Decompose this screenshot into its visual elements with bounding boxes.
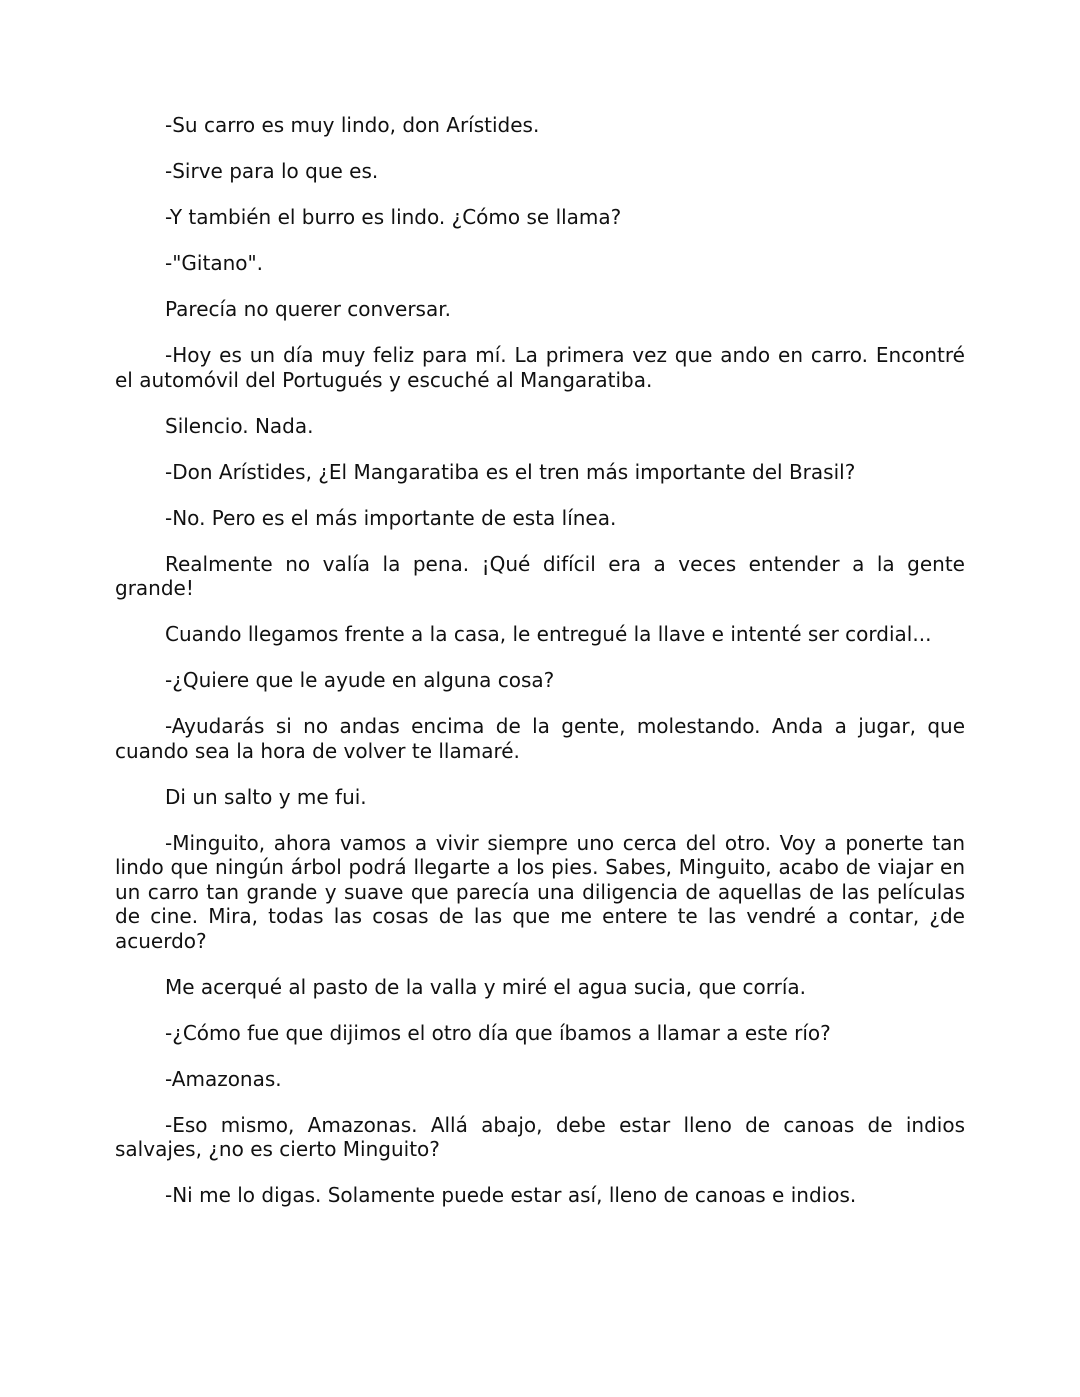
paragraph: -¿Quiere que le ayude en alguna cosa? bbox=[165, 668, 555, 692]
paragraph: -No. Pero es el más importante de esta línea. bbox=[165, 505, 617, 530]
paragraph: -Ayudarás si no andas encima de la gente, molestando. Anda a jugar, que cuando sea la hora de volver te llamaré. bbox=[115, 714, 965, 763]
paragraph: -Minguito, ahora vamos a vivir siempre uno cerca del otro. Voy a ponerte tan lindo que ningún árbol podrá llegarte a los pies. Sabes, Minguito, acabo de viajar en un carro tan grande y suave que parecía una diligencia de aquellas de las películas de cine. Mira, todas las cosas de las que me entere te las vendré a contar, ¿de acuerdo? bbox=[115, 830, 965, 953]
paragraph: Parecía no querer conversar. bbox=[165, 297, 451, 321]
paragraph: -Ni me lo digas. Solamente puede estar así, lleno de canoas e indios. bbox=[165, 1183, 857, 1207]
paragraph: -Su carro es muy lindo, don Arístides. bbox=[165, 113, 540, 137]
paragraph: Me acerqué al pasto de la valla y miré el agua sucia, que corría. bbox=[165, 974, 806, 999]
paragraph: Di un salto y me fui. bbox=[165, 784, 367, 809]
paragraph: Realmente no valía la pena. ¡Qué difícil era a veces entender a la gente grande! bbox=[115, 551, 965, 600]
paragraph: -Hoy es un día muy feliz para mí. La primera vez que ando en carro. Encontré el automóvil del Portugués y escuché al Mangaratiba. bbox=[115, 343, 965, 392]
paragraph: -"Gitano". bbox=[165, 251, 264, 275]
paragraph: -Amazonas. bbox=[165, 1066, 282, 1091]
paragraph: Silencio. Nada. bbox=[165, 413, 314, 438]
paragraph: -Y también el burro es lindo. ¿Cómo se llama? bbox=[165, 205, 622, 229]
paragraph: -Don Arístides, ¿El Mangaratiba es el tren más importante del Brasil? bbox=[165, 459, 856, 484]
paragraph: -Eso mismo, Amazonas. Allá abajo, debe estar lleno de canoas de indios salvajes, ¿no es cierto Minguito? bbox=[115, 1112, 965, 1161]
paragraph: -Sirve para lo que es. bbox=[165, 159, 379, 183]
document-page bbox=[115, 113, 965, 1229]
paragraph: Cuando llegamos frente a la casa, le entregué la llave e intenté ser cordial... bbox=[165, 622, 932, 646]
paragraph: -¿Cómo fue que dijimos el otro día que íbamos a llamar a este río? bbox=[165, 1020, 831, 1045]
